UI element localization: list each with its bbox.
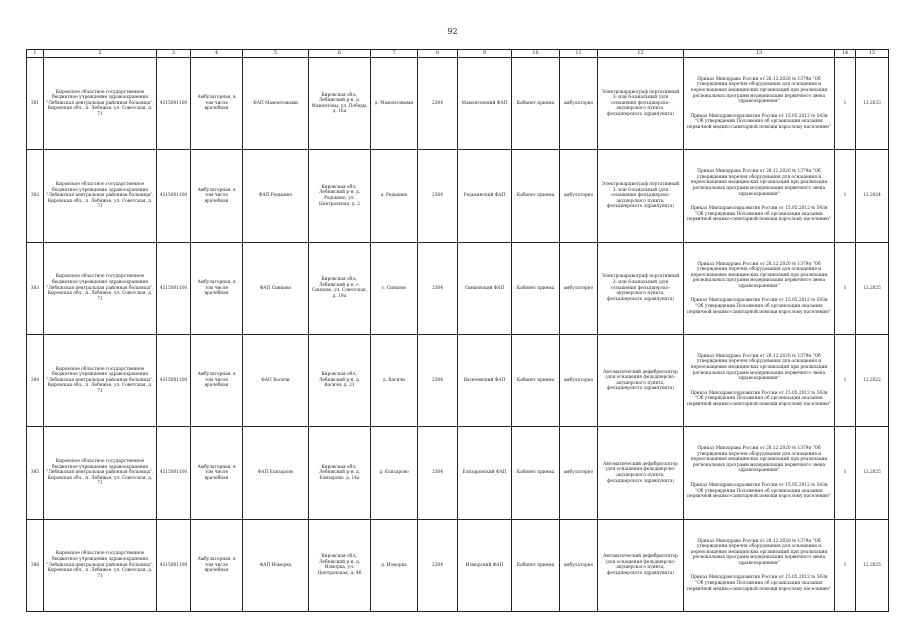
regulation-order-2: Приказ Минздравсоцразвития России от 15.05.2012 № 543н "Об утверждении Положения об организации оказания первичной медико-санитарной помощи взрослому населению" bbox=[687, 390, 831, 407]
code-cell: 4315001100 bbox=[157, 427, 191, 519]
quantity-cell: 1 bbox=[835, 427, 856, 519]
room-cell: Кабинет приема bbox=[512, 150, 560, 242]
row-number: 382 bbox=[27, 150, 44, 242]
column-number: 10 bbox=[512, 50, 560, 58]
quantity-cell: 1 bbox=[835, 242, 856, 334]
table-row bbox=[27, 150, 889, 242]
code-cell: 4315001100 bbox=[157, 150, 191, 242]
unit-name-cell: ФАП Изморка bbox=[243, 519, 309, 611]
institution-cell: Кировское областное государственное бюджетное учреждение здравоохранения "Лебяжская центральная районная больница", Кировская обл., п. Лебяжье, ул. Советская, д. 71 bbox=[44, 150, 157, 242]
column-number: 3 bbox=[157, 50, 191, 58]
row-number: 383 bbox=[27, 242, 44, 334]
column-number: 7 bbox=[371, 50, 418, 58]
equipment-cell: Электрокардиограф портативный 3- или 6-канальный (для оснащения фельдшерско-акушерского пункта, фельдшерского здравпункта) bbox=[598, 58, 684, 150]
table-row bbox=[27, 335, 889, 427]
settlement-cell: д. Елизарово bbox=[371, 427, 418, 519]
address-cell: Кировская обл., Лебяжский р-н, д. Елизарово, д. 14а bbox=[309, 427, 371, 519]
column-number: 11 bbox=[560, 50, 598, 58]
date-cell: 12.2022 bbox=[856, 335, 889, 427]
page-number: 92 bbox=[447, 27, 458, 36]
mode-cell: амбулаторно bbox=[560, 519, 598, 611]
regulation-order-2: Приказ Минздравсоцразвития России от 15.05.2012 № 543н "Об утверждении Положения об организации оказания первичной медико-санитарной помощи взрослому населению" bbox=[687, 575, 831, 592]
column-number: 15 bbox=[856, 50, 889, 58]
address-cell: Кировская обл., Лебяжский р-н, с. Синцово, ул. Советская, д. 19а bbox=[309, 242, 371, 334]
regulation-order-1: Приказ Минздрава России от 28.12.2020 № 1379н "Об утверждении перечня оборудования для оснащения и переоснащения медицинских организаций при реализации региональных программ модернизации первичного звена здравоохранения" bbox=[690, 76, 828, 105]
institution-cell: Кировское областное государственное бюджетное учреждение здравоохранения "Лебяжская центральная районная больница", Кировская обл., п. Лебяжье, ул. Советская, д. 71 bbox=[44, 242, 157, 334]
column-number: 9 bbox=[458, 50, 512, 58]
care-type-cell: Амбулаторная, в том числе врачебная bbox=[191, 427, 243, 519]
quantity-cell: 1 bbox=[835, 519, 856, 611]
mode-cell: амбулаторно bbox=[560, 58, 598, 150]
regulation-cell bbox=[684, 242, 835, 334]
num-cell: 2304 bbox=[418, 150, 458, 242]
row-number: 381 bbox=[27, 58, 44, 150]
regulation-order-2: Приказ Минздравсоцразвития России от 15.05.2012 № 543н "Об утверждении Положения об организации оказания первичной медико-санитарной помощи взрослому населению" bbox=[687, 298, 831, 315]
unit-name-cell: ФАП Васичи bbox=[243, 335, 309, 427]
num-cell: 2304 bbox=[418, 242, 458, 334]
table-row bbox=[27, 58, 889, 150]
code-cell: 4315001100 bbox=[157, 335, 191, 427]
column-number-row bbox=[27, 50, 889, 58]
care-type-cell: Амбулаторная, в том числе врачебная bbox=[191, 58, 243, 150]
date-cell: 12.2023 bbox=[856, 58, 889, 150]
column-number: 14 bbox=[835, 50, 856, 58]
date-cell: 12.2025 bbox=[856, 242, 889, 334]
equipment-cell: Электрокардиограф портативный 3- или 6-канальный (для оснащения фельдшерско-акушерского пункта, фельдшерского здравпункта) bbox=[598, 150, 684, 242]
regulation-cell bbox=[684, 427, 835, 519]
institution-cell: Кировское областное государственное бюджетное учреждение здравоохранения "Лебяжская центральная районная больница", Кировская обл., п. Лебяжье, ул. Советская, д. 71 bbox=[44, 58, 157, 150]
care-type-cell: Амбулаторная, в том числе врачебная bbox=[191, 150, 243, 242]
num-cell: 2304 bbox=[418, 427, 458, 519]
fap-cell: Елизаровский ФАП bbox=[458, 427, 512, 519]
settlement-cell: д. Васичи bbox=[371, 335, 418, 427]
quantity-cell: 1 bbox=[835, 150, 856, 242]
code-cell: 4315001100 bbox=[157, 242, 191, 334]
room-cell: Кабинет приема bbox=[512, 335, 560, 427]
date-cell: 12.2024 bbox=[856, 150, 889, 242]
care-type-cell: Амбулаторная, в том числе врачебная bbox=[191, 242, 243, 334]
unit-name-cell: ФАП Синцово bbox=[243, 242, 309, 334]
num-cell: 2304 bbox=[418, 58, 458, 150]
row-number: 384 bbox=[27, 335, 44, 427]
unit-name-cell: ФАП Елизарово bbox=[243, 427, 309, 519]
mode-cell: амбулаторно bbox=[560, 150, 598, 242]
code-cell: 4315001100 bbox=[157, 58, 191, 150]
regulation-order-2: Приказ Минздравсоцразвития России от 15.05.2012 № 543н "Об утверждении Положения об организации оказания первичной медико-санитарной помощи взрослому населению" bbox=[687, 483, 831, 500]
column-number: 4 bbox=[191, 50, 243, 58]
regulation-cell bbox=[684, 58, 835, 150]
regulation-order-1: Приказ Минздрава России от 28.12.2020 № 1379н "Об утверждении перечня оборудования для оснащения и переоснащения медицинских организаций при реализации региональных программ модернизации первичного звена здравоохранения" bbox=[690, 538, 828, 566]
fap-cell: Мамонтовский ФАП bbox=[458, 58, 512, 150]
table-row bbox=[27, 427, 889, 519]
row-number: 386 bbox=[27, 519, 44, 611]
code-cell: 4315001100 bbox=[157, 519, 191, 611]
fap-cell: Изморский ФАП bbox=[458, 519, 512, 611]
room-cell: Кабинет приема bbox=[512, 58, 560, 150]
row-number: 385 bbox=[27, 427, 44, 519]
care-type-cell: Амбулаторная, в том числе врачебная bbox=[191, 519, 243, 611]
institution-cell: Кировское областное государственное бюджетное учреждение здравоохранения "Лебяжская центральная районная больница", Кировская обл., п. Лебяжье, ул. Советская, д. 71 bbox=[44, 427, 157, 519]
fap-cell: Синцовский ФАП bbox=[458, 242, 512, 334]
institution-cell: Кировское областное государственное бюджетное учреждение здравоохранения "Лебяжская центральная районная больница", Кировская обл., п. Лебяжье, ул. Советская, д. 71 bbox=[44, 335, 157, 427]
regulation-order-1: Приказ Минздрава России от 28.12.2020 № 1379н "Об утверждении перечня оборудования для оснащения и переоснащения медицинских организаций при реализации региональных программ модернизации первичного звена здравоохранения" bbox=[690, 353, 828, 382]
column-number: 1 bbox=[27, 50, 44, 58]
address-cell: Кировская обл., Лебяжский р-н, д. Изморка, ул. Центральная, д. 46 bbox=[309, 519, 371, 611]
equipment-cell: Автоматический дефибриллятор (для оснащения фельдшерско-акушерского пункта, фельдшерского здравпункта) bbox=[598, 519, 684, 611]
unit-name-cell: ФАП Мамонтовыми bbox=[243, 58, 309, 150]
settlement-cell: д. Мамонтовыми bbox=[371, 58, 418, 150]
column-number: 5 bbox=[243, 50, 309, 58]
regulation-cell bbox=[684, 335, 835, 427]
room-cell: Кабинет приема bbox=[512, 242, 560, 334]
regulation-order-2: Приказ Минздравсоцразвития России от 15.05.2012 № 543н "Об утверждении Положения об организации оказания первичной медико-санитарной помощи взрослому населению" bbox=[687, 206, 831, 223]
table-row bbox=[27, 242, 889, 334]
unit-name-cell: ФАП Редькино bbox=[243, 150, 309, 242]
mode-cell: амбулаторно bbox=[560, 335, 598, 427]
settlement-cell: д. Изморка bbox=[371, 519, 418, 611]
table-row bbox=[27, 519, 889, 611]
equipment-table bbox=[26, 49, 889, 612]
address-cell: Кировская обл., Лебяжский р-н, д. Редькино, ул. Центральная, д. 2 bbox=[309, 150, 371, 242]
address-cell: Кировская обл., Лебяжский р-н, д. Мамонтовы, ул. Победы, д. 16а bbox=[309, 58, 371, 150]
fap-cell: Васичевский ФАП bbox=[458, 335, 512, 427]
column-number: 6 bbox=[309, 50, 371, 58]
column-number: 12 bbox=[598, 50, 684, 58]
fap-cell: Редькинский ФАП bbox=[458, 150, 512, 242]
quantity-cell: 1 bbox=[835, 335, 856, 427]
column-number: 13 bbox=[684, 50, 835, 58]
regulation-order-2: Приказ Минздравсоцразвития России от 15.05.2012 № 543н "Об утверждении Положения об организации оказания первичной медико-санитарной помощи взрослому населению" bbox=[687, 113, 831, 130]
column-number: 8 bbox=[418, 50, 458, 58]
room-cell: Кабинет приема bbox=[512, 519, 560, 611]
address-cell: Кировская обл., Лебяжский р-н, д. Васичи, д. 21 bbox=[309, 335, 371, 427]
mode-cell: амбулаторно bbox=[560, 427, 598, 519]
equipment-cell: Электрокардиограф портативный 3- или 6-канальный (для оснащения фельдшерско-акушерского пункта, фельдшерского здравпункта) bbox=[598, 242, 684, 334]
num-cell: 2304 bbox=[418, 335, 458, 427]
date-cell: 12.2025 bbox=[856, 427, 889, 519]
mode-cell: амбулаторно bbox=[560, 242, 598, 334]
date-cell: 12.2025 bbox=[856, 519, 889, 611]
care-type-cell: Амбулаторная, в том числе врачебная bbox=[191, 335, 243, 427]
regulation-order-1: Приказ Минздрава России от 28.12.2020 № 1379н "Об утверждении перечня оборудования для оснащения и переоснащения медицинских организаций при реализации региональных программ модернизации первичного звена здравоохранения" bbox=[690, 261, 828, 289]
column-number: 2 bbox=[44, 50, 157, 58]
settlement-cell: д. Редькино bbox=[371, 150, 418, 242]
regulation-order-1: Приказ Минздрава России от 28.12.2020 № 1379н "Об утверждении перечня оборудования для оснащения и переоснащения медицинских организаций при реализации региональных программ модернизации первичного звена здравоохранения" bbox=[690, 169, 828, 197]
quantity-cell: 1 bbox=[835, 58, 856, 150]
institution-cell: Кировское областное государственное бюджетное учреждение здравоохранения "Лебяжская центральная районная больница", Кировская обл., п. Лебяжье, ул. Советская, д. 71 bbox=[44, 519, 157, 611]
regulation-cell bbox=[684, 519, 835, 611]
regulation-order-1: Приказ Минздрава России от 28.12.2020 № 1379н "Об утверждении перечня оборудования для оснащения и переоснащения медицинских организаций при реализации региональных программ модернизации первичного звена здравоохранения" bbox=[690, 446, 828, 474]
equipment-cell: Автоматический дефибриллятор (для оснащения фельдшерско-акушерского пункта, фельдшерского здравпункта) bbox=[598, 335, 684, 427]
room-cell: Кабинет приема bbox=[512, 427, 560, 519]
num-cell: 2304 bbox=[418, 519, 458, 611]
equipment-cell: Автоматический дефибриллятор (для оснащения фельдшерско-акушерского пункта, фельдшерского здравпункта) bbox=[598, 427, 684, 519]
settlement-cell: с. Синцово bbox=[371, 242, 418, 334]
regulation-cell bbox=[684, 150, 835, 242]
